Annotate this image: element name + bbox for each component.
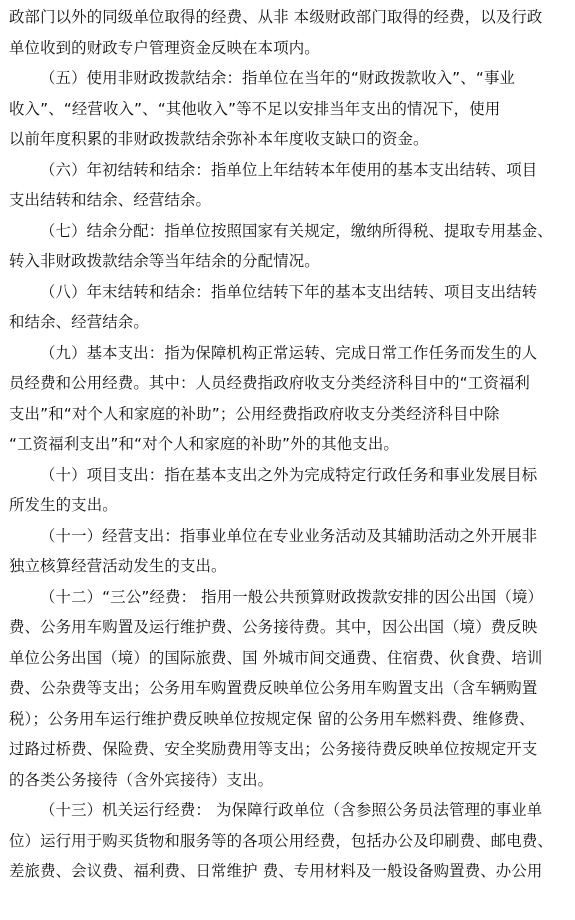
paragraph-line: 和结余、经营结余。 (9, 313, 149, 331)
paragraph-line: 的各类公务接待（含外宾接待）支出。 (9, 770, 274, 789)
paragraph-line: 费、公务用车购置及运行维护费、公务接待费。其中，因公出国（境）费反映 (9, 618, 538, 636)
paragraph-line: 过路过桥费、保险费、安全奖励费用等支出；公务接待费反映单位按规定开支 (9, 740, 538, 758)
paragraph-line: 位）运行用于购买货物和服务等的各项公用经费，包括办公及印刷费、邮电费、 (9, 831, 553, 850)
paragraph-line: 差旅费、会议费、福利费、日常维护 费、专用材料及一般设备购置费、办公用 (9, 862, 543, 880)
paragraph-line: 以前年度积累的非财政拨款结余弥补本年度收支缺口的资金。 (9, 130, 429, 148)
paragraph-line: 税）；公务用车运行维护费反映单位按规定保 留的公务用车燃料费、维修费、 (9, 709, 535, 728)
paragraph-line: （九）基本支出：指为保障机构正常运转、完成日常工作任务而发生的人 (40, 343, 538, 362)
paragraph-line: （七）结余分配：指单位按照国家有关规定，缴纳所得税、提取专用基金、 (40, 221, 553, 240)
paragraph-line: 单位公务出国（境）的国际旅费、国 外城市间交通费、住宿费、伙食费、培训 (9, 648, 543, 667)
paragraph-line: 收入”、“经营收入”、“其他收入”等不足以安排当年支出的情况下，使用 (9, 99, 501, 118)
paragraph-line: 员经费和公用经费。其中：人员经费指政府收支分类经济科目中的“工资福利 (9, 374, 530, 392)
paragraph-line: （十一）经营支出：指事业单位在专业业务活动及其辅助活动之外开展非 (40, 526, 538, 545)
paragraph-line: （八）年末结转和结余：指单位结转下年的基本支出结转、项目支出结转 (40, 282, 538, 301)
paragraph-line: （六）年初结转和结余：指单位上年结转本年使用的基本支出结转、项目 (40, 160, 538, 179)
paragraph-line: （十三）机关运行经费： 为保障行政单位（含参照公务员法管理的事业单 (40, 801, 543, 819)
paragraph-line: （五）使用非财政拨款结余：指单位在当年的“财政拨款收入”、“事业 (40, 69, 516, 87)
paragraph-line: 单位收到的财政专户管理资金反映在本项内。 (9, 38, 320, 57)
paragraph-line: 政部门以外的同级单位取得的经费、从非 本级财政部门取得的经费，以及行政 (9, 8, 543, 26)
paragraph-line: 支出结转和结余、经营结余。 (9, 191, 212, 209)
paragraph-line: 费、公杂费等支出；公务用车购置费反映单位公务用车购置支出（含车辆购置 (9, 679, 538, 697)
paragraph-line: 独立核算经营活动发生的支出。 (9, 557, 227, 575)
paragraph-line: 支出”和“对个人和家庭的补助”；公用经费指政府收支分类经济科目中除 (9, 404, 500, 423)
paragraph-line: 所发生的支出。 (9, 496, 118, 514)
paragraph-line: 转入非财政拨款结余等当年结余的分配情况。 (9, 252, 320, 270)
paragraph-line: “工资福利支出”和“对个人和家庭的补助”外的其他支出。 (9, 435, 399, 453)
paragraph-line: （十二）“三公”经费： 指用一般公共预算财政拨款安排的因公出国（境） (40, 587, 544, 606)
paragraph-line: （十）项目支出：指在基本支出之外为完成特定行政任务和事业发展目标 (40, 465, 538, 484)
